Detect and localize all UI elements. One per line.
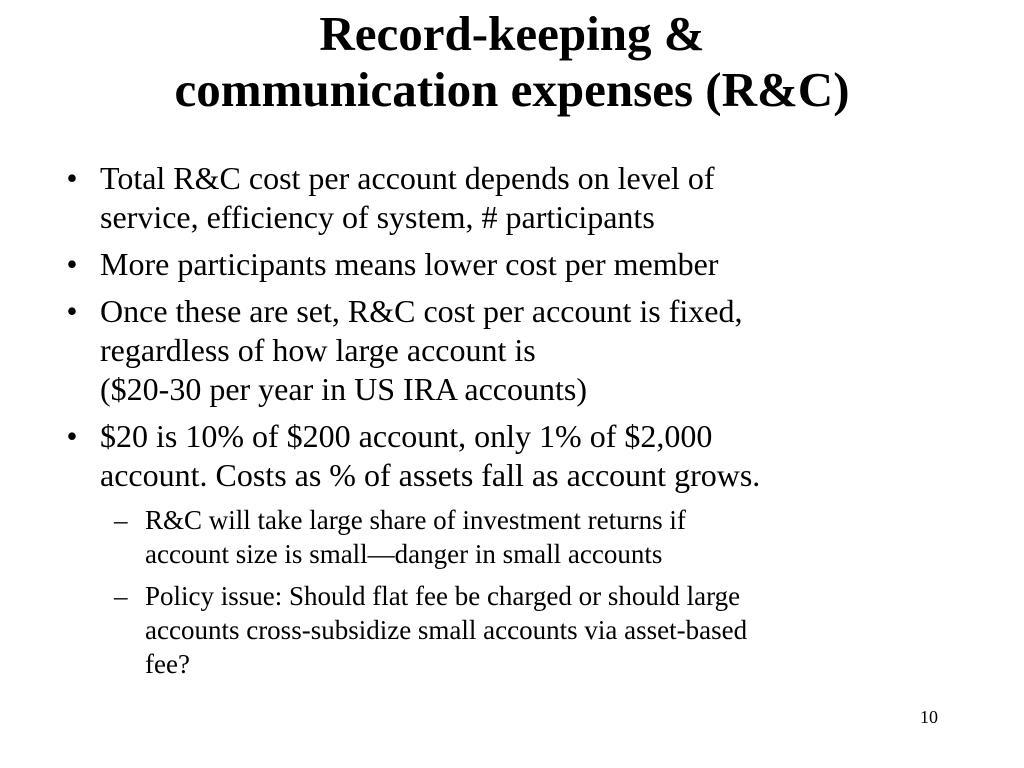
bullet-text [100,245,980,284]
bullet-line: regardless of how large account is [100,332,536,368]
sub-bullet-text [145,503,980,571]
sub-bullet-line: R&C will take large share of investment returns if [145,505,686,535]
sub-bullet-list [100,503,980,681]
bullet-item [60,245,980,284]
bullet-line: service, efficiency of system, # participants [100,199,655,235]
bullet-text [100,292,980,409]
sub-bullet-line: accounts cross-subsidize small accounts via asset-based [145,615,748,645]
bullet-marker: • [66,293,78,329]
sub-bullet-item [100,579,980,681]
bullet-list [60,159,980,689]
title-line: Record-keeping & [319,6,705,61]
slide-title [0,6,1024,118]
sub-bullet-text [145,579,980,681]
sub-bullet-item [100,503,980,571]
bullet-text [100,417,980,495]
bullet-marker: • [66,418,78,454]
bullet-line: ($20-30 per year in US IRA accounts) [100,371,587,407]
bullet-marker: • [66,246,78,282]
bullet-item [60,159,980,237]
title-line: communication expenses (R&C) [174,62,850,117]
bullet-marker: • [66,160,78,196]
bullet-line: More participants means lower cost per member [100,246,719,282]
page-number: 10 [920,707,938,727]
sub-bullet-line: Policy issue: Should flat fee be charged or should large [145,581,741,611]
sub-bullet-marker: – [114,505,128,535]
bullet-line: Total R&C cost per account depends on level of [100,160,715,196]
bullet-line: Once these are set, R&C cost per account is fixed, [100,293,743,329]
bullet-item [60,292,980,409]
bullet-text [100,159,980,237]
bullet-line: account. Costs as % of assets fall as account grows. [100,457,761,493]
sub-bullet-line: account size is small—danger in small accounts [145,539,663,569]
sub-bullet-marker: – [114,581,128,611]
bullet-line: $20 is 10% of $200 account, only 1% of $2,000 [100,418,713,454]
sub-bullet-line: fee? [145,649,190,679]
bullet-item [60,417,980,681]
